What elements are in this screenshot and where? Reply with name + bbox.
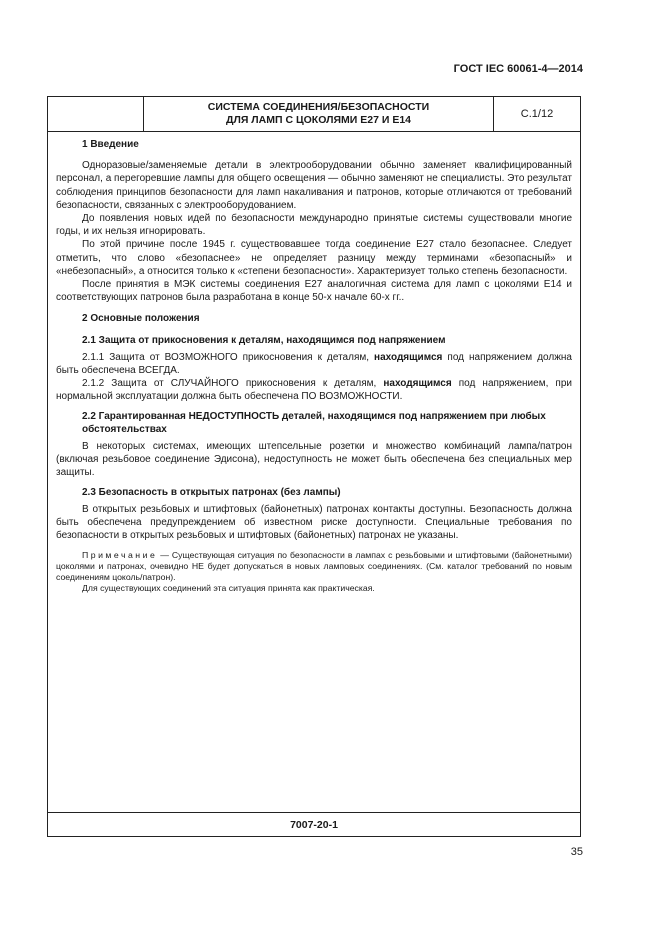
note: Примечание — Существующая ситуация по безопасности в лампах с резьбовыми и штифтовыми (байонетными) цоколями и патронах, очевидно НЕ будет допускаться в новых ламповых соединениях. (См. каталог требований по новым соединениям цоколь/патрон). — [56, 550, 572, 583]
standard-code: ГОСТ IEC 60061-4—2014 — [453, 63, 583, 75]
clause-2-1-1: 2.1.1 Защита от ВОЗМОЖНОГО прикосновения к деталям, находящимся под напряжением должна быть обеспечена ВСЕГДА. — [56, 351, 572, 377]
sheet-title — [144, 97, 494, 131]
sheet-body — [56, 138, 572, 594]
paragraph: В открытых резьбовых и штифтовых (байонетных) патронах контакты доступны. Безопасность должна быть обеспечена предупреждением об известном риске доступности. Специальные требования по безопасности в открытых резьбовых и штифтовых (байонетных) патронах не указаны. — [56, 503, 572, 542]
note-continuation: Для существующих соединений эта ситуация принята как практическая. — [82, 583, 375, 594]
paragraph: После принятия в МЭК системы соединения Е27 аналогичная система для ламп с цоколями Е14 и соответствующих патронов была разработана в конце 50-х начале 60-х гг.. — [56, 279, 572, 304]
standard-sheet-frame — [47, 96, 581, 837]
sheet-title-line1: СИСТЕМА СОЕДИНЕНИЯ/БЕЗОПАСНОСТИ — [207, 101, 430, 113]
sheet-code: С.1/12 — [520, 108, 554, 120]
paragraph: В некоторых системах, имеющих штепсельные розетки и множество комбинаций лампа/патрон (включая резьбовое соединение Эдисона), недоступность не может быть обеспечена без специальных мер защиты. — [56, 441, 572, 479]
header-blank-cell — [48, 97, 144, 131]
paragraph: По этой причине после 1945 г. существовавшее тогда соединение Е27 стало безопаснее. Следует отметить, что слово «безопаснее» не определяет разницу между терминами «безопасный» и «небезопасный», а относится только к «степени безопасности». Характеризует только степень безопасности. — [56, 239, 572, 277]
sheet-number: 7007-20-1 — [48, 812, 580, 836]
note-label: Примечание — [82, 550, 158, 561]
section-2-3-title: 2.3 Безопасность в открытых патронах (без лампы) — [82, 486, 341, 498]
section-2-title: 2 Основные положения — [82, 313, 200, 325]
clause-2-1-2: 2.1.2 Защита от СЛУЧАЙНОГО прикосновения к деталям, находящимся под напряжением, при нормальной эксплуатации должна быть обеспечена ПО ВОЗМОЖНОСТИ. — [56, 378, 572, 403]
sheet-title-line2: ДЛЯ ЛАМП С ЦОКОЛЯМИ Е27 И Е14 — [226, 114, 411, 126]
section-2-1-title: 2.1 Защита от прикосновения к деталям, находящимся под напряжением — [82, 334, 446, 346]
section-1-title: 1 Введение — [82, 139, 139, 150]
section-2-2-title: 2.2 Гарантированная НЕДОСТУПНОСТЬ деталей, находящимся под напряжением при любых обстоятельствах — [82, 410, 546, 435]
paragraph: Одноразовые/заменяемые детали в электрооборудовании обычно заменяет квалифицированный персонал, а перегоревшие лампы для общего освещения — обычно заменяют не специалисты. Это результат соблюдения принципов безопасности для ламп накаливания и патронов, которые отличаются от требований безопасности, связанных с электрооборудованием. — [56, 160, 572, 211]
page-number: 35 — [570, 846, 583, 858]
sheet-header — [48, 97, 580, 132]
paragraph: До появления новых идей по безопасности международно принятые системы существовали многие годы, и их нельзя игнорировать. — [56, 213, 572, 238]
